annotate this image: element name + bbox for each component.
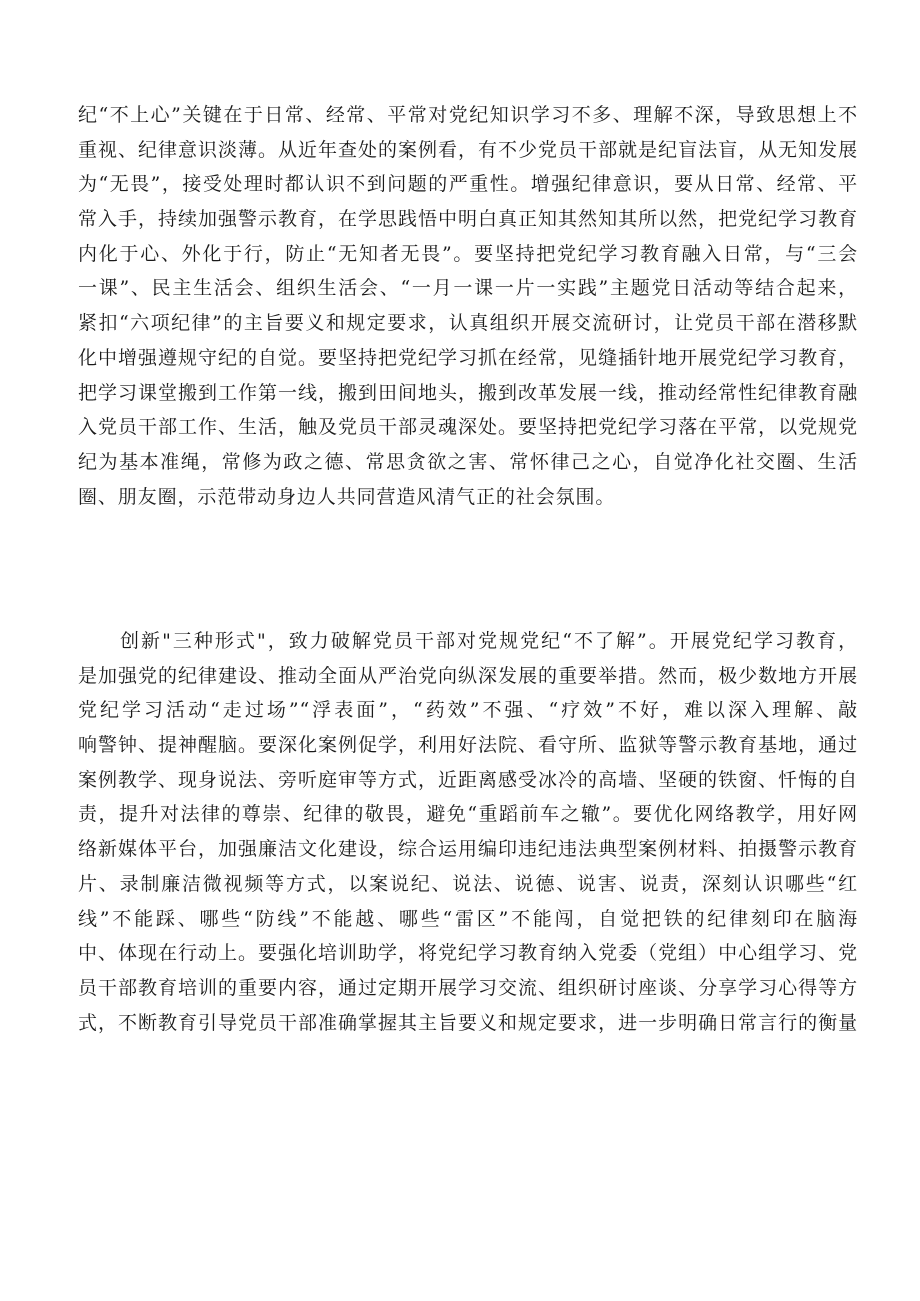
text-line: 紧扣“六项纪律”的主旨要义和规定要求，认真组织开展交流研讨，让党员干部在潜移默 xyxy=(78,312,858,335)
text-line: 创新"三种形式"，致力破解党员干部对党规党纪“不了解”。开展党纪学习教育， xyxy=(120,630,858,652)
text-line: 把学习课堂搬到工作第一线，搬到田间地头，搬到改革发展一线，推动经常性纪律教育融 xyxy=(78,381,858,404)
text-line: 络新媒体平台，加强廉洁文化建设，综合运用编印违纪违法典型案例材料、拍摄警示教育 xyxy=(78,838,858,861)
text-line: 线”不能踩、哪些“防线”不能越、哪些“雷区”不能闯，自觉把铁的纪律刻印在脑海 xyxy=(78,907,858,930)
text-line: 中、体现在行动上。要强化培训助学，将党纪学习教育纳入党委（党组）中心组学习、党 xyxy=(78,942,858,965)
text-line: 片、录制廉洁微视频等方式，以案说纪、说法、说德、说害、说责，深刻认识哪些“红 xyxy=(78,872,858,895)
text-line: 化中增强遵规守纪的自觉。要坚持把党纪学习抓在经常，见缝插针地开展党纪学习教育， xyxy=(78,346,858,369)
text-line: 案例教学、现身说法、旁听庭审等方式，近距离感受冰冷的高墙、坚硬的铁窗、忏悔的自 xyxy=(78,768,858,791)
text-line: 响警钟、提神醒脑。要深化案例促学，利用好法院、看守所、监狱等警示教育基地，通过 xyxy=(78,734,858,757)
text-line: 纪“不上心”关键在于日常、经常、平常对党纪知识学习不多、理解不深，导致思想上不 xyxy=(78,104,858,126)
text-line: 责，提升对法律的尊崇、纪律的敬畏，避免“重蹈前车之辙”。要优化网络教学，用好网 xyxy=(78,803,858,826)
text-line: 党纪学习活动“走过场”“浮表面”，“药效”不强、“疗效”不好，难以深入理解、敲 xyxy=(78,699,858,722)
body-paragraph-2 xyxy=(78,624,858,1040)
text-line: 式，不断教育引导党员干部准确掌握其主旨要义和规定要求，进一步明确日常言行的衡量 xyxy=(78,1011,858,1034)
text-line: 内化于心、外化于行，防止“无知者无畏”。要坚持把党纪学习教育融入日常，与“三会 xyxy=(78,242,858,265)
text-line: 重视、纪律意识淡薄。从近年查处的案例看，有不少党员干部就是纪盲法盲，从无知发展 xyxy=(78,138,858,161)
text-line: 为“无畏”，接受处理时都认识不到问题的严重性。增强纪律意识，要从日常、经常、平 xyxy=(78,173,858,196)
text-line: 一课”、民主生活会、组织生活会、“一月一课一片一实践”主题党日活动等结合起来， xyxy=(78,277,858,300)
text-line: 是加强党的纪律建设、推动全面从严治党向纵深发展的重要举措。然而，极少数地方开展 xyxy=(78,664,858,687)
body-paragraph-1 xyxy=(78,98,858,514)
text-line: 员干部教育培训的重要内容，通过定期开展学习交流、组织研讨座谈、分享学习心得等方 xyxy=(78,976,858,999)
text-line: 常入手，持续加强警示教育，在学思践悟中明白真正知其然知其所以然，把党纪学习教育 xyxy=(78,208,858,231)
text-line: 入党员干部工作、生活，触及党员干部灵魂深处。要坚持把党纪学习落在平常，以党规党 xyxy=(78,416,858,439)
text-line: 纪为基本准绳，常修为政之德、常思贪欲之害、常怀律己之心，自觉净化社交圈、生活 xyxy=(78,450,858,473)
text-line: 圈、朋友圈，示范带动身边人共同营造风清气正的社会氛围。 xyxy=(78,485,616,508)
